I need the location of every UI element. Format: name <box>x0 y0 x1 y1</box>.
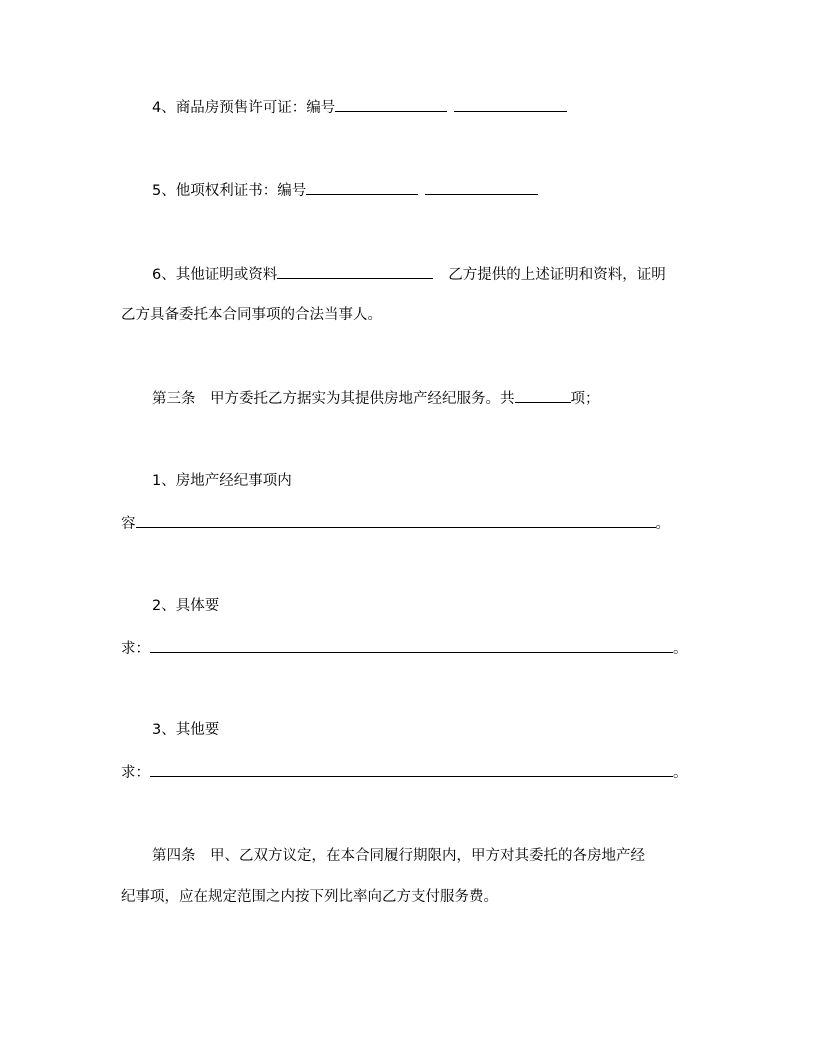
item-5-number-blank-1[interactable] <box>306 180 418 195</box>
sub-1-continuation-start: 容 <box>121 516 136 532</box>
sub-3-continuation-start: 求： <box>121 765 150 781</box>
item-4-label: 4、商品房预售许可证：编号 <box>152 100 336 116</box>
sub-2-line <box>152 596 219 616</box>
article-4-text-2: 纪事项，应在规定范围之内按下列比率向乙方支付服务费。 <box>121 889 498 905</box>
item-5-number-blank-2[interactable] <box>425 180 538 195</box>
article-4-line-2 <box>121 887 498 907</box>
article-4-line-1 <box>152 846 645 866</box>
sub-1-end: 。 <box>655 516 670 532</box>
item-4-number-blank-1[interactable] <box>335 97 447 112</box>
sub-2-label: 2、具体要 <box>152 598 220 614</box>
sub-1-label: 1、房地产经纪事项内 <box>152 473 292 489</box>
article-4-text-1: 第四条 甲、乙双方议定，在本合同履行期限内，甲方对其委托的各房地产经 <box>152 848 645 864</box>
article-3-count-blank[interactable] <box>515 388 571 403</box>
item-6-continuation <box>121 305 382 325</box>
sub-3-label: 3、其他要 <box>152 722 220 738</box>
sub-3-line <box>152 720 219 740</box>
sub-2-requirements-blank[interactable] <box>150 638 673 653</box>
item-6-line <box>152 264 666 284</box>
article-3-line <box>152 388 600 408</box>
item-4-line <box>152 97 567 117</box>
sub-1-content-blank[interactable] <box>136 513 656 528</box>
sub-3-continuation <box>121 762 688 782</box>
sub-3-other-blank[interactable] <box>150 762 673 777</box>
article-3-suffix: 项； <box>570 391 600 407</box>
item-6-continuation-text: 乙方具备委托本合同事项的合法当事人。 <box>121 307 382 323</box>
article-3-prefix: 第三条 甲方委托乙方据实为其提供房地产经纪服务。共 <box>152 391 515 407</box>
sub-2-end: 。 <box>673 641 688 657</box>
item-6-label: 6、其他证明或资料 <box>152 267 278 283</box>
item-5-line <box>152 180 538 200</box>
item-6-after-blank: 乙方提供的上述证明和资料，证明 <box>448 267 666 283</box>
sub-1-line <box>152 471 292 491</box>
sub-2-continuation-start: 求： <box>121 641 150 657</box>
sub-3-end: 。 <box>673 765 688 781</box>
item-5-label: 5、他项权利证书：编号 <box>152 183 307 199</box>
sub-2-continuation <box>121 638 688 658</box>
item-4-number-blank-2[interactable] <box>454 97 567 112</box>
sub-1-continuation <box>121 513 670 533</box>
item-6-blank[interactable] <box>277 264 433 279</box>
